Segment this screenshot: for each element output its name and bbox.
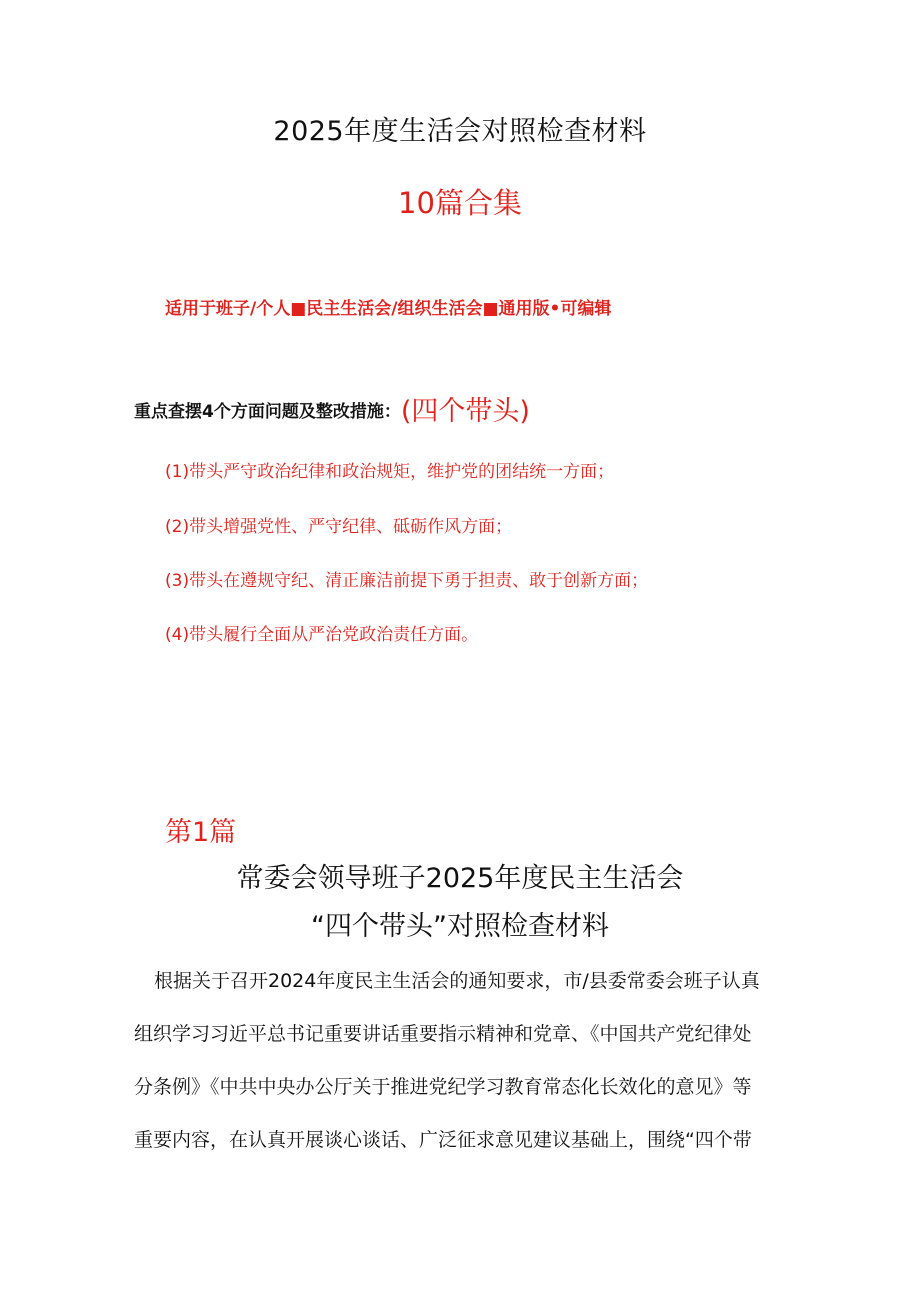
body-line: 组织学习习近平总书记重要讲话重要指示精神和党章、《中国共产党纪律处 [134, 1023, 752, 1045]
focus-point-1: (1)带头严守政治纪律和政治规矩，维护党的团结统一方面； [165, 462, 615, 482]
body-line: 重要内容，在认真开展谈心谈话、广泛征求意见建议基础上，围绕“四个带 [134, 1129, 752, 1151]
chapter-label: 第1篇 [165, 817, 237, 848]
body-line: 根据关于召开2024年度民主生活会的通知要求，市/县委常委会班子认真 [154, 970, 760, 992]
main-title: 2025年度生活会对照检查材料 [273, 116, 647, 147]
sub-title: 10篇合集 [398, 186, 522, 220]
focus-point-2: (2)带头增强党性、严守纪律、砥砺作风方面； [165, 517, 513, 537]
article-title-line-1: 常委会领导班子2025年度民主生活会 [236, 863, 684, 894]
focus-label: 重点查摆4个方面问题及整改措施： [134, 402, 401, 422]
focus-highlight: (四个带头) [400, 396, 530, 427]
focus-heading [134, 392, 530, 432]
focus-point-3: (3)带头在遵规守纪、清正廉洁前提下勇于担责、敢于创新方面； [165, 571, 649, 591]
focus-point-4: (4)带头履行全面从严治党政治责任方面。 [165, 625, 479, 645]
scope-line: 适用于班子/个人■民主生活会/组织生活会■通用版•可编辑 [165, 299, 612, 319]
article-title-line-2: “四个带头”对照检查材料 [311, 911, 609, 942]
body-paragraph [134, 963, 794, 1175]
body-line: 分条例》《中共中央办公厅关于推进党纪学习教育常态化长效化的意见》等 [134, 1076, 752, 1098]
